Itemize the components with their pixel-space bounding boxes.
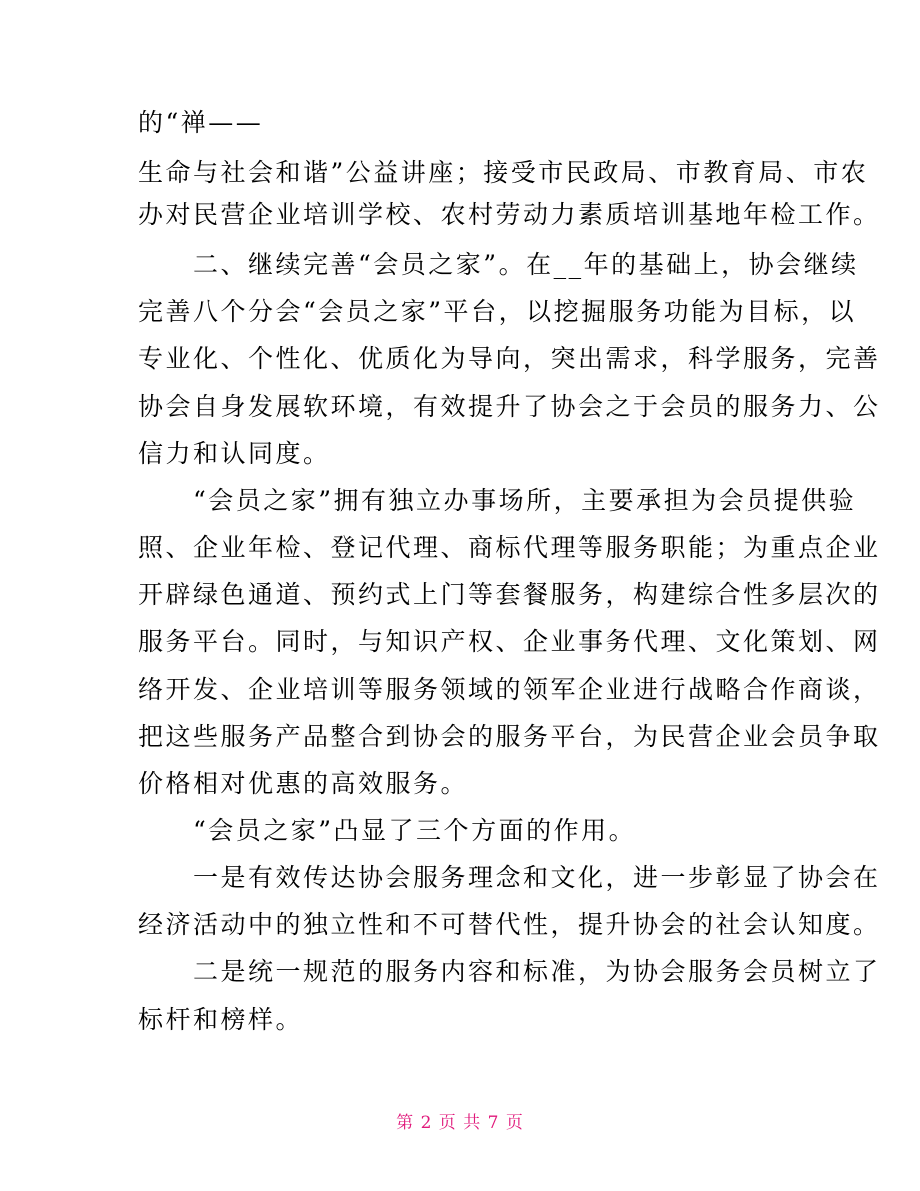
text-line: 协会自身发展软环境，有效提升了协会之于会员的服务力、公: [138, 392, 881, 421]
text-line: 的“禅——: [138, 108, 264, 137]
text-line: “会员之家”凸显了三个方面的作用。: [138, 816, 637, 845]
text-line: 办对民营企业培训学校、农村劳动力素质培训基地年检工作。: [138, 200, 881, 229]
text-line: 标杆和榜样。: [138, 1005, 304, 1034]
text-line: 经济活动中的独立性和不可替代性，提升协会的社会认知度。: [138, 910, 881, 939]
text-line: 开辟绿色通道、预约式上门等套餐服务，构建综合性多层次的: [138, 580, 881, 609]
text-line: 信力和认同度。: [138, 439, 331, 468]
text-line: 二是统一规范的服务内容和标准，为协会服务会员树立了: [138, 957, 881, 986]
text-line: 服务平台。同时，与知识产权、企业事务代理、文化策划、网: [138, 627, 881, 656]
text-line: 价格相对优惠的高效服务。: [138, 769, 469, 798]
text-line: 专业化、个性化、优质化为导向，突出需求，科学服务，完善: [138, 344, 881, 373]
text-line: 完善八个分会“会员之家”平台，以挖掘服务功能为目标，以: [138, 297, 857, 326]
text-line: “会员之家”拥有独立办事场所，主要承担为会员提供验: [138, 486, 857, 515]
text-line: 一是有效传达协会服务理念和文化，进一步彰显了协会在: [138, 863, 881, 892]
page-number-footer: 第 2 页 共 7 页: [396, 1113, 524, 1133]
text-line: 生命与社会和谐”公益讲座；接受市民政局、市教育局、市农: [138, 158, 869, 187]
text-line: 把这些服务产品整合到协会的服务平台，为民营企业会员争取: [138, 722, 881, 751]
text-line: 络开发、企业培训等服务领域的领军企业进行战略合作商谈，: [138, 675, 881, 704]
text-line: 二、继续完善“会员之家”。在__年的基础上，协会继续: [138, 250, 859, 279]
text-line: 照、企业年检、登记代理、商标代理等服务职能；为重点企业: [138, 533, 881, 562]
